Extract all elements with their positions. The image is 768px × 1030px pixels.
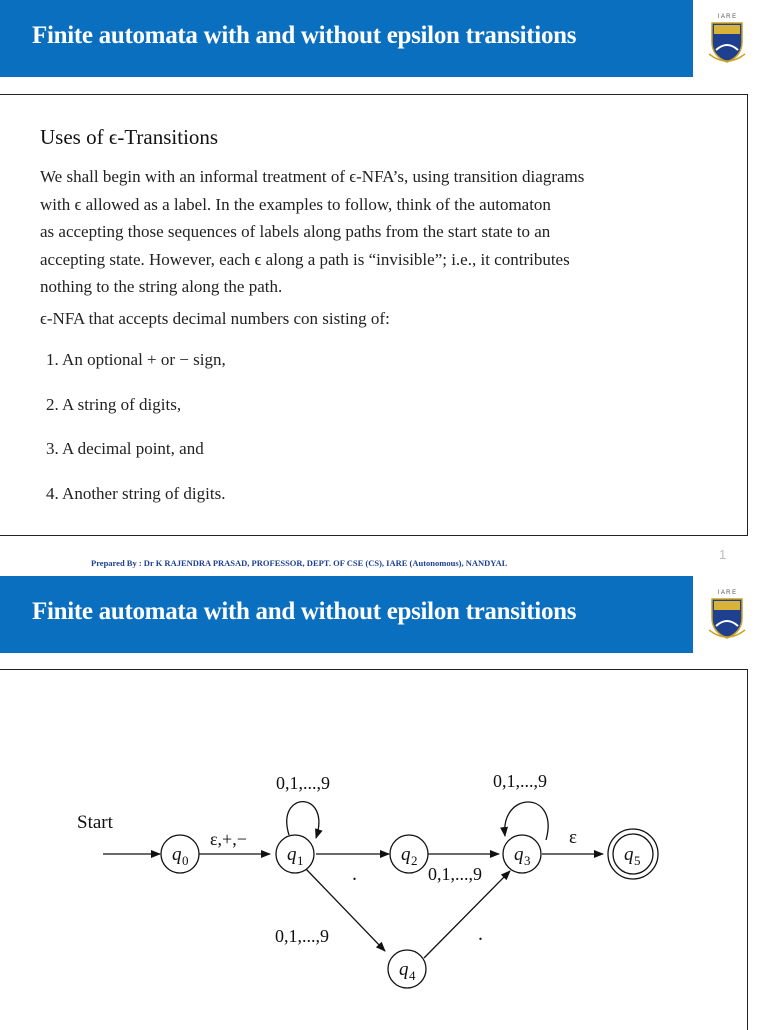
paragraph-line: nothing to the string along the path. (40, 277, 283, 297)
svg-text:q: q (401, 844, 411, 865)
svg-text:I A R E: I A R E (717, 14, 737, 20)
component-list (46, 350, 226, 528)
svg-text:1: 1 (297, 853, 304, 868)
label-q4-q3: . (478, 923, 483, 945)
state-q0 (161, 835, 199, 873)
state-q4 (388, 950, 426, 988)
slide-header (0, 0, 693, 77)
svg-text:I A R E: I A R E (717, 590, 737, 596)
paragraph-line: accepting state. However, each ϵ along a path is “invisible”; i.e., it contributes (40, 249, 570, 269)
svg-text:q: q (172, 844, 182, 865)
paragraph-line: with ϵ allowed as a label. In the examples to follow, think of the automaton (40, 194, 551, 214)
state-q2 (390, 835, 428, 873)
loop-q3 (505, 802, 548, 840)
enfa-diagram (0, 670, 747, 1030)
label-q0-q1: ε,+,− (210, 829, 247, 849)
loop-q1 (287, 802, 319, 838)
label-q1-q4: 0,1,...,9 (275, 926, 329, 946)
state-q3 (503, 835, 541, 873)
page-number: 1 (719, 547, 727, 562)
state-q1 (276, 835, 314, 873)
enfa-intro: ϵ-NFA that accepts decimal numbers con sisting of: (40, 309, 390, 328)
svg-text:q: q (514, 844, 524, 865)
list-item: 1. An optional + or − sign, (46, 350, 226, 369)
label-q3-loop: 0,1,...,9 (493, 771, 547, 791)
slide-title: Finite automata with and without epsilon transitions (32, 22, 577, 49)
svg-text:q: q (624, 844, 634, 865)
svg-text:q: q (399, 959, 409, 980)
content-box (0, 669, 748, 1030)
edge-q4-q3 (424, 871, 510, 958)
list-item: 4. Another string of digits. (46, 483, 226, 503)
list-item: 3. A decimal point, and (46, 439, 204, 458)
label-q1-q2: . (352, 863, 357, 885)
label-q1-loop: 0,1,...,9 (276, 773, 330, 793)
start-label: Start (77, 812, 113, 833)
content-box (0, 94, 748, 536)
intro-paragraph (40, 163, 720, 301)
slide-header (0, 576, 693, 653)
paragraph-line: as accepting those sequences of labels along paths from the start state to an (40, 222, 551, 242)
paragraph-line: We shall begin with an informal treatment of ϵ-NFA’s, using transition diagrams (40, 167, 585, 186)
list-item: 2. A string of digits, (46, 394, 182, 414)
svg-text:q: q (287, 844, 297, 865)
iare-logo-icon (706, 586, 748, 642)
svg-text:5: 5 (634, 853, 641, 868)
label-q3-q5: ε (569, 827, 577, 848)
svg-text:0: 0 (182, 853, 189, 868)
footer-credit: Prepared By : Dr K RAJENDRA PRASAD, PROFESSOR, DEPT. OF CSE (CS), IARE (Autonomous), NANDYAL (91, 558, 508, 568)
slide-2 (0, 576, 768, 1024)
svg-text:3: 3 (524, 853, 531, 868)
section-heading: Uses of ϵ-Transitions (40, 125, 219, 149)
svg-text:4: 4 (409, 968, 416, 983)
svg-text:2: 2 (411, 853, 418, 868)
slide-title: Finite automata with and without epsilon transitions (32, 598, 577, 625)
iare-logo-icon (706, 10, 748, 66)
label-q2-q3: 0,1,...,9 (428, 864, 482, 884)
state-q5-accepting (608, 829, 658, 879)
